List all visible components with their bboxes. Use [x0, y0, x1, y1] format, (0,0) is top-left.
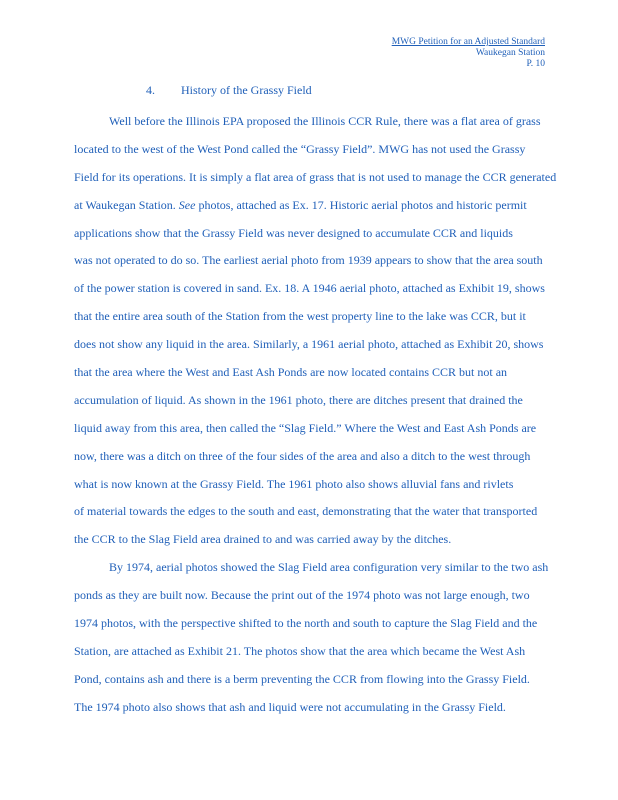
- text-line: Station, are attached as Exhibit 21. The photos show that the area which became the West Ash: [74, 643, 526, 658]
- text-line: that the entire area south of the Station from the west property line to the lake was CCR, but it: [74, 309, 526, 324]
- text-line: was not operated to do so. The earliest aerial photo from 1939 appears to show that the area south: [74, 253, 543, 268]
- citation-signal: See: [178, 197, 196, 212]
- text-line: located to the west of the West Pond called the “Grassy Field”. MWG has not used the Grassy: [74, 141, 526, 156]
- text-line: Field for its operations. It is simply a flat area of grass that is not used to manage the CCR generated: [74, 169, 557, 184]
- text-line: the CCR to the Slag Field area drained to and was carried away by the ditches.: [74, 532, 452, 547]
- text-line: what is now known at the Grassy Field. The 1961 photo also shows alluvial fans and rivlets: [74, 476, 514, 491]
- text-line: does not show any liquid in the area. Similarly, a 1961 aerial photo, attached as Exhibit 20, shows: [74, 337, 544, 352]
- text-line: By 1974, aerial photos showed the Slag Field area configuration very similar to the two ash: [109, 560, 549, 575]
- text-line: applications show that the Grassy Field was never designed to accumulate CCR and liquids: [74, 225, 513, 240]
- paragraph-2: [74, 554, 614, 721]
- text-line: Well before the Illinois EPA proposed the Illinois CCR Rule, there was a flat area of grass: [109, 114, 541, 128]
- text-line: The 1974 photo also shows that ash and liquid were not accumulating in the Grassy Field.: [74, 699, 506, 714]
- text-line: of the power station is covered in sand. Ex. 18. A 1946 aerial photo, attached as Exhibit 19, shows: [74, 281, 545, 296]
- section-title: History of the Grassy Field: [181, 83, 312, 97]
- text-line: Pond, contains ash and there is a berm preventing the CCR from flowing into the Grassy Field.: [74, 671, 530, 686]
- header-title: MWG Petition for an Adjusted Standard: [391, 37, 545, 47]
- header-page-number: P. 10: [526, 59, 545, 69]
- text-line: at Waukegan Station. See photos, attached as Ex. 17. Historic aerial photos and historic permit: [74, 197, 527, 212]
- text-line: ponds as they are built now. Because the print out of the 1974 photo was not large enough, two: [74, 588, 530, 603]
- text-line: liquid away from this area, then called the “Slag Field.” Where the West and East Ash Ponds are: [74, 420, 537, 435]
- page-header: [392, 37, 545, 70]
- section-heading: [146, 83, 312, 98]
- document-body: [74, 108, 614, 722]
- text-line: of material towards the edges to the south and east, demonstrating that the water that transported: [74, 504, 538, 519]
- text-line: now, there was a ditch on three of the four sides of the area and also a ditch to the west through: [74, 448, 531, 463]
- text-line: 1974 photos, with the perspective shifted to the north and south to capture the Slag Field and the: [74, 616, 538, 631]
- header-station: Waukegan Station: [475, 48, 545, 58]
- text-line: accumulation of liquid. As shown in the 1961 photo, there are ditches present that drained the: [74, 392, 523, 407]
- text-line: that the area where the West and East Ash Ponds are now located contains CCR but not an: [74, 365, 508, 380]
- section-number: 4.: [146, 83, 155, 97]
- paragraph-1: [74, 108, 614, 554]
